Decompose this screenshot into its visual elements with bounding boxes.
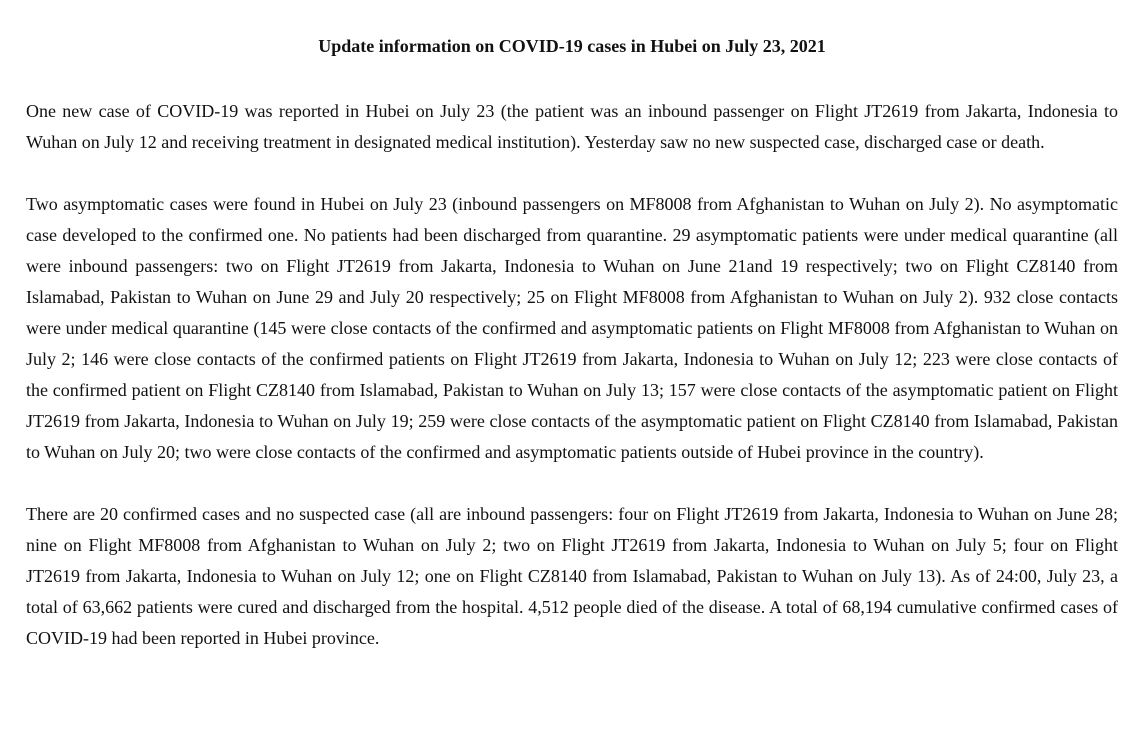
paragraph-new-case: One new case of COVID-19 was reported in Hubei on July 23 (the patient was an inbound passenger on Flight JT2619 from Jakarta, Indonesia to Wuhan on July 12 and receiving treatment in designated medical institution). Yesterday saw no new suspected case, discharged case or death. bbox=[26, 101, 1118, 152]
document-title: Update information on COVID-19 cases in Hubei on July 23, 2021 bbox=[318, 36, 826, 56]
paragraph-asymptomatic-cases: Two asymptomatic cases were found in Hubei on July 23 (inbound passengers on MF8008 from Afghanistan to Wuhan on July 2). No asymptomatic case developed to the confirmed one. No patients had been discharged from quarantine. 29 asymptomatic patients were under medical quarantine (all were inbound passengers: two on Flight JT2619 from Jakarta, Indonesia to Wuhan on June 21and 19 respectively; two on Flight CZ8140 from Islamabad, Pakistan to Wuhan on June 29 and July 20 respectively; 25 on Flight MF8008 from Afghanistan to Wuhan on July 2). 932 close contacts were under medical quarantine (145 were close contacts of the confirmed and asymptomatic patients on Flight MF8008 from Afghanistan to Wuhan on July 2; 146 were close contacts of the confirmed patients on Flight JT2619 from Jakarta, Indonesia to Wuhan on July 12; 223 were close contacts of the confirmed patient on Flight CZ8140 from Islamabad, Pakistan to Wuhan on July 13; 157 were close contacts of the asymptomatic patient on Flight JT2619 from Jakarta, Indonesia to Wuhan on July 19; 259 were close contacts of the asymptomatic patient on Flight CZ8140 from Islamabad, Pakistan to Wuhan on July 20; two were close contacts of the confirmed and asymptomatic patients outside of Hubei province in the country). bbox=[26, 194, 1118, 462]
paragraph-confirmed-totals: There are 20 confirmed cases and no suspected case (all are inbound passengers: four on Flight JT2619 from Jakarta, Indonesia to Wuhan on June 28; nine on Flight MF8008 from Afghanistan to Wuhan on July 2; two on Flight JT2619 from Jakarta, Indonesia to Wuhan on July 5; four on Flight JT2619 from Jakarta, Indonesia to Wuhan on July 12; one on Flight CZ8140 from Islamabad, Pakistan to Wuhan on July 13). As of 24:00, July 23, a total of 63,662 patients were cured and discharged from the hospital. 4,512 people died of the disease. A total of 68,194 cumulative confirmed cases of COVID-19 had been reported in Hubei province. bbox=[26, 504, 1118, 648]
